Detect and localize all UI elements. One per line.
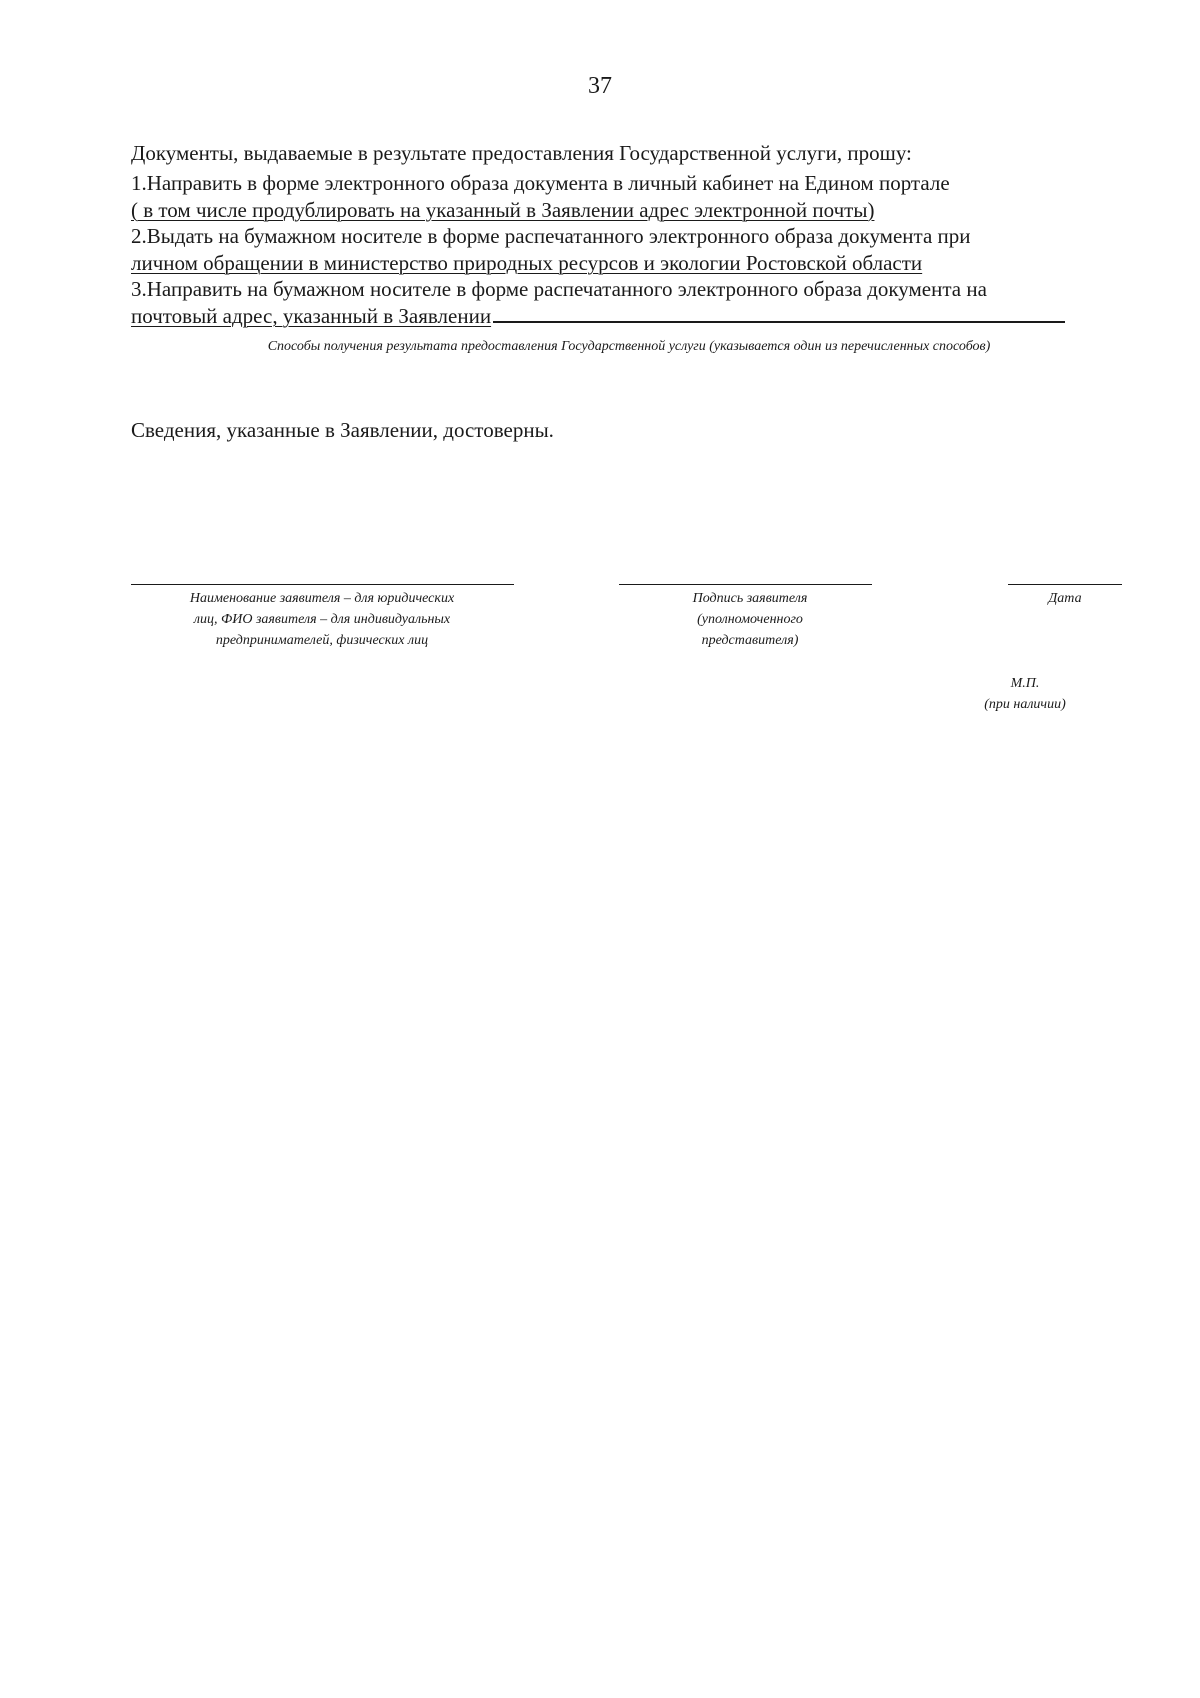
delivery-option-3-fill-line — [493, 320, 1065, 323]
signature-line — [619, 584, 872, 585]
delivery-option-1-tail: ( в том числе продублировать на указанный в Заявлении адрес электронной почты) — [131, 197, 875, 222]
stamp-label: М.П. — [1010, 676, 1040, 691]
stamp-block — [950, 673, 1100, 715]
applicant-name-caption — [122, 588, 522, 651]
delivery-option-2-lead: 2.Выдать на бумажном носителе в форме распечатанного электронного образа документа при — [131, 224, 971, 248]
intro-text: Документы, выдаваемые в результате предоставления Государственной услуги, прошу: — [131, 141, 912, 165]
stamp-note: (при наличии) — [984, 697, 1066, 712]
applicant-name-caption-line: предпринимателей, физических лиц — [215, 633, 429, 648]
delivery-option-2 — [131, 223, 1127, 276]
delivery-option-3 — [131, 276, 1127, 329]
signature-caption-line: (уполномоченного — [697, 612, 803, 627]
delivery-option-3-tail: почтовый адрес, указанный в Заявлении — [131, 303, 492, 328]
page-number: 37 — [588, 73, 612, 99]
applicant-name-line — [131, 584, 514, 585]
delivery-option-1 — [131, 170, 1127, 223]
confirmation-text: Сведения, указанные в Заявлении, достоверны. — [131, 418, 554, 442]
applicant-name-caption-line: Наименование заявителя – для юридических — [189, 591, 455, 606]
date-caption: Дата — [1048, 591, 1082, 606]
delivery-option-2-tail: личном обращении в министерство природных ресурсов и экологии Ростовской области — [131, 250, 923, 275]
delivery-options — [131, 170, 1127, 329]
applicant-name-caption-line: лиц, ФИО заявителя – для индивидуальных — [193, 612, 451, 627]
delivery-option-1-lead: 1.Направить в форме электронного образа документа в личный кабинет на Едином портале — [131, 171, 950, 195]
date-line — [1008, 584, 1122, 585]
signature-caption — [660, 588, 840, 651]
signature-caption-line: представителя) — [701, 633, 799, 648]
delivery-options-caption: Способы получения результата предоставления Государственной услуги (указывается один из перечисленных способов) — [267, 339, 991, 354]
signature-caption-line: Подпись заявителя — [692, 591, 808, 606]
delivery-option-3-lead: 3.Направить на бумажном носителе в форме распечатанного электронного образа документа на — [131, 277, 987, 301]
